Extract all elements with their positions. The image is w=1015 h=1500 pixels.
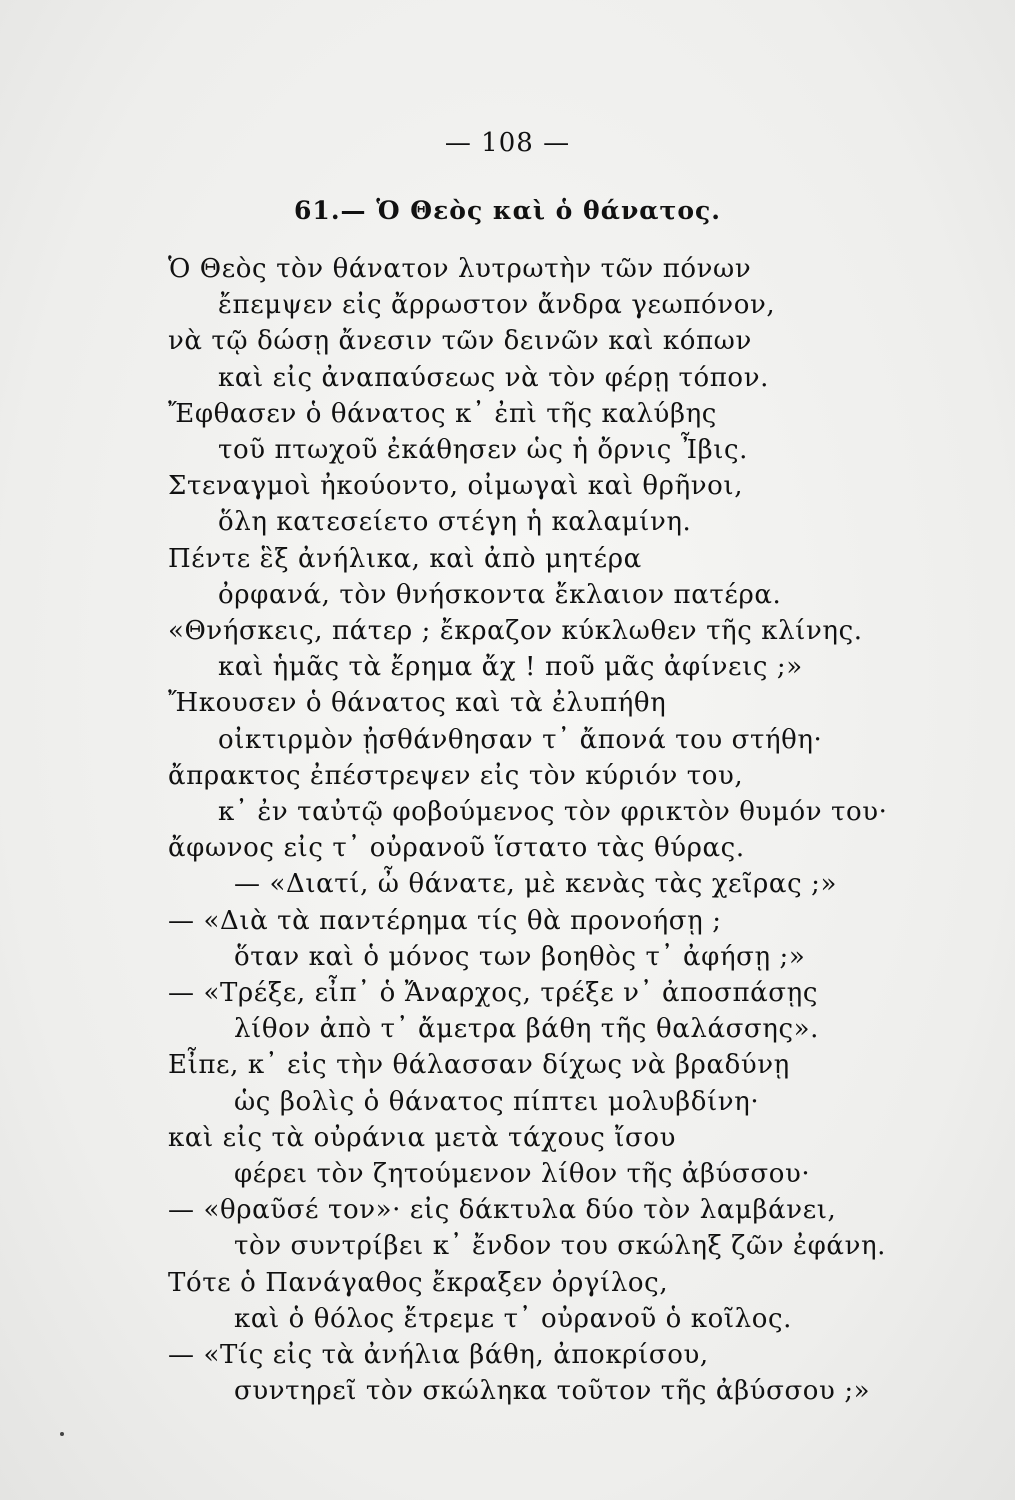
poem-line: ἔπεμψεν εἰς ἄρρωστον ἄνδρα γεωπόνον, <box>218 290 776 320</box>
poem-line: ὡς βολὶς ὁ θάνατος πίπτει μολυβδίνη· <box>234 1087 760 1117</box>
poem-line: ὅλη κατεσείετο στέγη ἡ καλαμίνη. <box>218 507 692 537</box>
poem-line: — «Τίς εἰς τὰ ἀνήλια βάθη, ἀποκρίσου, <box>168 1340 709 1370</box>
poem-line: Ἔφθασεν ὁ θάνατος κ᾽ ἐπὶ τῆς καλύβης <box>168 399 717 429</box>
poem-line: — «Τρέξε, εἶπ᾽ ὁ Ἄναρχος, τρέξε ν᾽ ἀποσπάσῃς <box>168 978 818 1008</box>
poem-heading: 61.— Ὁ Θεὸς καὶ ὁ θάνατος. <box>294 196 721 225</box>
poem-line: συντηρεῖ τὸν σκώληκα τοῦτον τῆς ἀβύσσου ;» <box>234 1376 871 1406</box>
print-speck <box>60 1432 64 1436</box>
poem-line: τὸν συντρίβει κ᾽ ἔνδον του σκώληξ ζῶν ἐφάνη. <box>234 1231 887 1261</box>
poem-line: νὰ τῷ δώσῃ ἄνεσιν τῶν δεινῶν καὶ κόπων <box>168 326 752 356</box>
poem-line: — «θραῦσέ τον»· εἰς δάκτυλα δύο τὸν λαμβάνει, <box>168 1195 837 1225</box>
poem-line: ὅταν καὶ ὁ μόνος των βοηθὸς τ᾽ ἀφήσῃ ;» <box>234 942 806 972</box>
poem-line: — «Διὰ τὰ παντέρημα τίς θὰ προνοήσῃ ; <box>168 906 722 936</box>
poem-line: κ᾽ ἐν ταὐτῷ φοβούμενος τὸν φρικτὸν θυμόν του· <box>218 797 888 827</box>
poem-line: «Θνήσκεις, πάτερ ; ἔκραζον κύκλωθεν τῆς κλίνης. <box>168 616 863 646</box>
poem-line: λίθον ἀπὸ τ᾽ ἄμετρα βάθη τῆς θαλάσσης». <box>234 1014 820 1044</box>
poem-line: Στεναγμοὶ ἠκούοντο, οἰμωγαὶ καὶ θρῆνοι, <box>168 471 744 501</box>
poem-line: καὶ ὁ θόλος ἔτρεμε τ᾽ οὐρανοῦ ὁ κοῖλος. <box>234 1304 793 1334</box>
poem-line: καὶ ἡμᾶς τὰ ἔρημα ἄχ ! ποῦ μᾶς ἀφίνεις ;» <box>218 652 803 682</box>
poem-line: — «Διατί, ὦ θάνατε, μὲ κενὰς τὰς χεῖρας ;» <box>234 869 837 899</box>
page-number: — 108 — <box>444 128 571 158</box>
poem-line: ἄφωνος εἰς τ᾽ οὐρανοῦ ἵστατο τὰς θύρας. <box>168 833 745 863</box>
poem-line: φέρει τὸν ζητούμενον λίθον τῆς ἀβύσσου· <box>234 1159 811 1189</box>
poem-line: Πέντε ἓξ ἀνήλικα, καὶ ἀπὸ μητέρα <box>168 544 642 574</box>
poem-line: τοῦ πτωχοῦ ἐκάθησεν ὡς ἡ ὄρνις Ἶβις. <box>218 435 749 465</box>
poem-line: Τότε ὁ Πανάγαθος ἔκραξεν ὀργίλος, <box>168 1268 669 1298</box>
poem-line: οἰκτιρμὸν ᾐσθάνθησαν τ᾽ ἄπονά του στήθη· <box>218 725 823 755</box>
poem-line: καὶ εἰς τὰ οὐράνια μετὰ τάχους ἴσου <box>168 1123 677 1153</box>
poem-line: ἄπρακτος ἐπέστρεψεν εἰς τὸν κύριόν του, <box>168 761 744 791</box>
poem-line: ὀρφανά, τὸν θνήσκοντα ἔκλαιον πατέρα. <box>218 580 782 610</box>
poem-line: Ἤκουσεν ὁ θάνατος καὶ τὰ ἐλυπήθη <box>168 688 667 718</box>
poem-line: καὶ εἰς ἀναπαύσεως νὰ τὸν φέρῃ τόπον. <box>218 363 769 393</box>
poem-line: Εἶπε, κ᾽ εἰς τὴν θάλασσαν δίχως νὰ βραδύνῃ <box>168 1050 790 1080</box>
poem-line: Ὁ Θεὸς τὸν θάνατον λυτρωτὴν τῶν πόνων <box>168 254 752 284</box>
